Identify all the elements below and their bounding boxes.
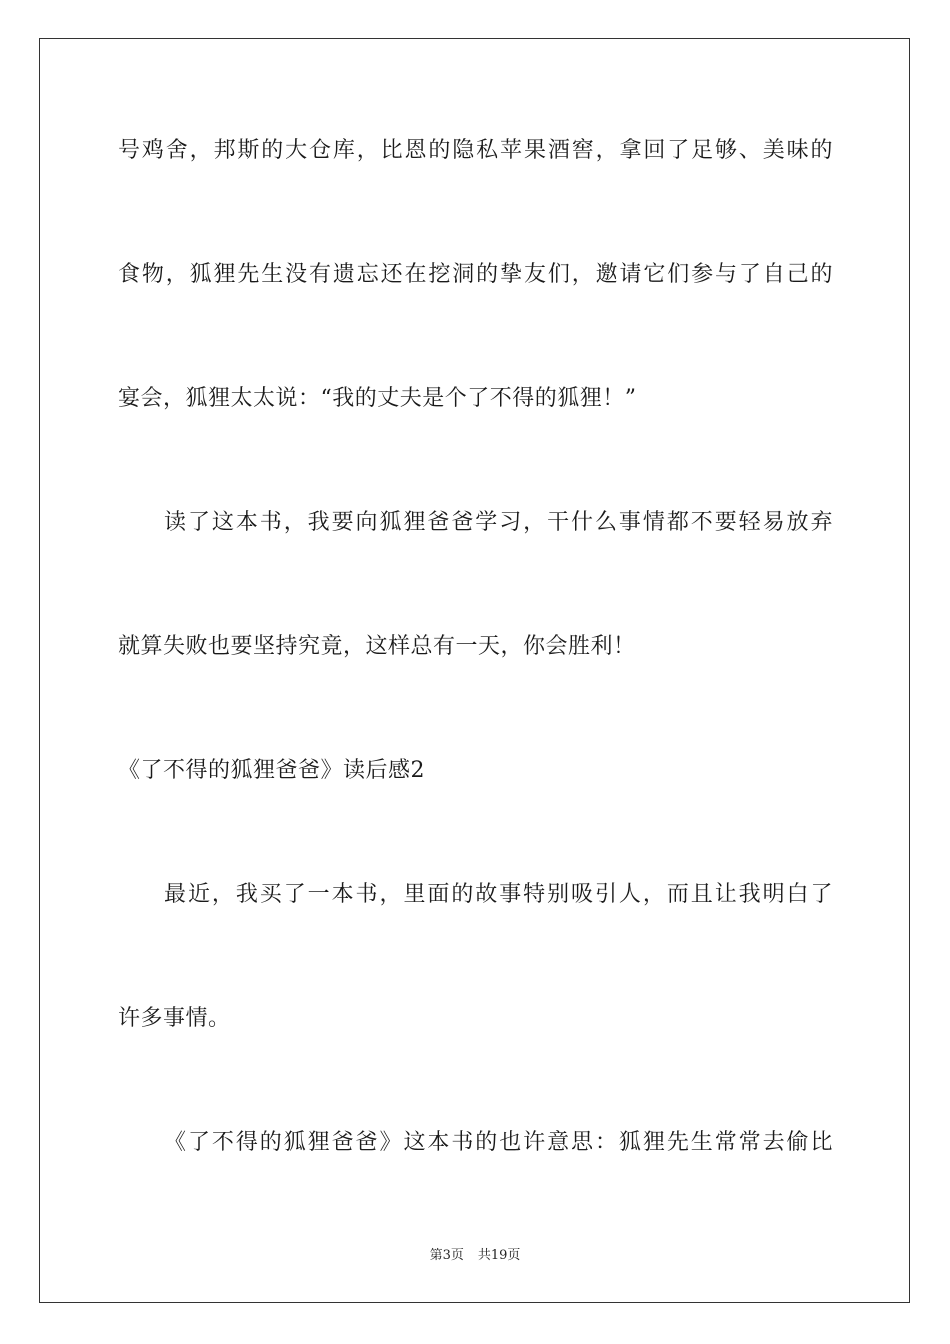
page-border (39, 38, 910, 1303)
text-line-8: 《了不得的狐狸爸爸》这本书的也许意思：狐狸先生常常去偷比 (164, 1130, 833, 1155)
text-line-6: 最近，我买了一本书，里面的故事特别吸引人，而且让我明白了 (164, 882, 833, 907)
text-line-2: 食物，狐狸先生没有遗忘还在挖洞的挚友们，邀请它们参与了自己的 (118, 262, 833, 287)
text-line-7: 许多事情。 (118, 1006, 231, 1031)
section-heading: 《了不得的狐狸爸爸》读后感2 (118, 758, 425, 783)
text-line-4: 读了这本书，我要向狐狸爸爸学习，干什么事情都不要轻易放弃 (164, 510, 833, 535)
page-total: 共19页 (477, 1248, 521, 1263)
text-line-1: 号鸡舍，邦斯的大仓库，比恩的隐私苹果酒窖，拿回了足够、美味的 (118, 138, 833, 163)
page-number: 第3页 (429, 1248, 464, 1263)
text-line-3: 宴会，狐狸太太说：“我的丈夫是个了不得的狐狸！” (118, 386, 637, 411)
page-footer (0, 1248, 950, 1264)
text-line-5: 就算失败也要坚持究竟，这样总有一天，你会胜利！ (118, 634, 636, 659)
